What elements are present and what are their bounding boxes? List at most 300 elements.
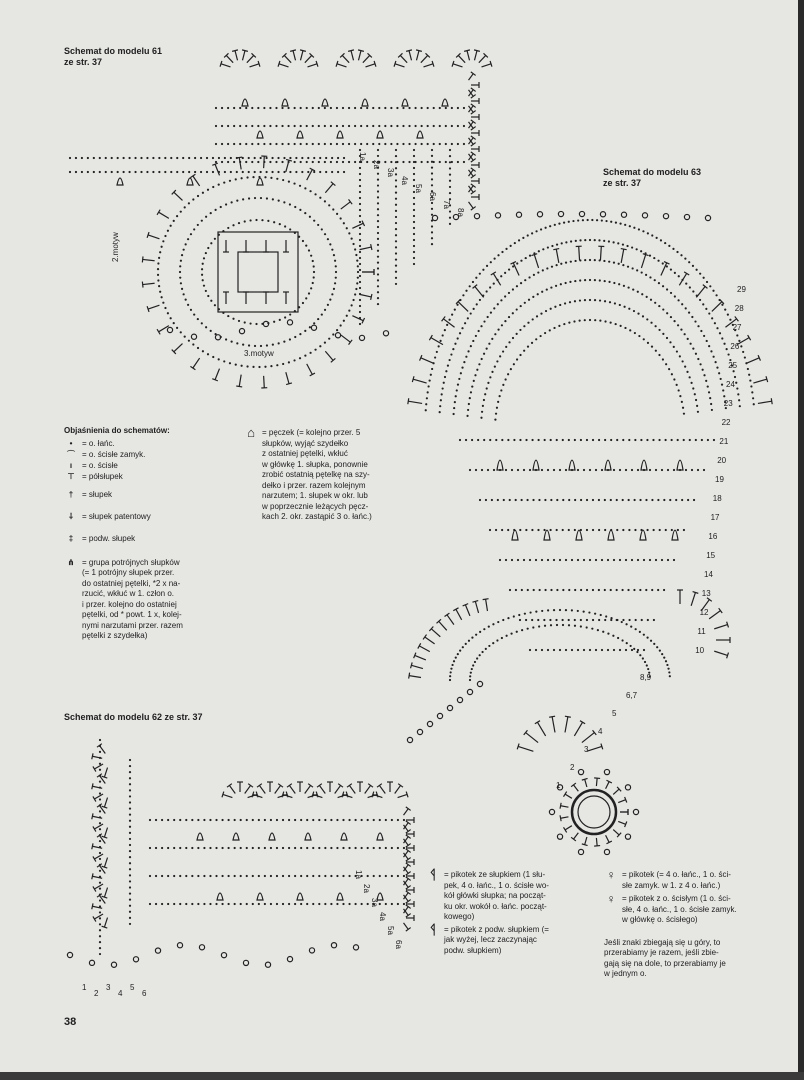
chain-dot xyxy=(501,439,503,441)
chain-dot xyxy=(282,875,284,877)
motif-label: 2.motyw xyxy=(111,232,120,262)
chain-dot xyxy=(497,401,499,403)
chain-dot xyxy=(516,262,518,264)
chain-dot xyxy=(289,157,291,159)
chain-dot xyxy=(397,875,399,877)
chain-dot xyxy=(281,143,283,145)
stitch-mark xyxy=(406,914,411,918)
chain-dot xyxy=(669,341,671,343)
stitch-mark xyxy=(159,212,169,218)
chain-dot xyxy=(93,171,95,173)
chain-dot xyxy=(609,301,611,303)
chain-dot xyxy=(649,559,651,561)
chain-dot xyxy=(324,161,326,163)
chain-dot xyxy=(313,265,315,267)
chain-dot xyxy=(289,338,291,340)
chain-dot xyxy=(497,254,499,256)
chain-dot xyxy=(608,240,610,242)
chain-dot xyxy=(697,469,699,471)
chain-dot xyxy=(700,330,702,332)
round-number: 24 xyxy=(726,380,735,389)
chain-dot xyxy=(753,403,755,405)
stitch-mark xyxy=(574,722,582,736)
chain-dot xyxy=(377,244,379,246)
chain-dot xyxy=(439,125,441,127)
stitch-mark xyxy=(600,246,601,260)
chain-dot xyxy=(721,337,723,339)
chain-dot xyxy=(99,852,101,854)
chain-dot xyxy=(445,143,447,145)
chain-dot xyxy=(651,346,653,348)
chain-dot xyxy=(646,296,648,298)
chain-dot xyxy=(342,143,344,145)
chain-dot xyxy=(570,261,572,263)
chain-dot xyxy=(342,125,344,127)
chain-dot xyxy=(185,243,187,245)
chain-dot xyxy=(562,499,564,501)
chain-dot xyxy=(671,439,673,441)
stitch-mark xyxy=(92,843,93,849)
chain-dot xyxy=(670,268,672,270)
chain-dot xyxy=(494,365,496,367)
stitch-mark xyxy=(92,903,93,909)
chain-dot xyxy=(403,875,405,877)
chain-dot xyxy=(748,374,750,376)
chain-dot xyxy=(561,242,563,244)
chain-dot xyxy=(445,161,447,163)
stitch-mark xyxy=(335,785,341,793)
chain-dot xyxy=(179,265,181,267)
picot-mark xyxy=(167,327,172,332)
chain-dot xyxy=(723,343,725,345)
chain-dot xyxy=(574,280,576,282)
chain-dot xyxy=(544,332,546,334)
chain-dot xyxy=(650,640,652,642)
chain-dot xyxy=(673,559,675,561)
chain-dot xyxy=(161,847,163,849)
chain-dot xyxy=(483,320,485,322)
chain-dot xyxy=(289,228,291,230)
chain-dot xyxy=(359,191,361,193)
chain-dot xyxy=(192,198,194,200)
chain-dot xyxy=(214,238,216,240)
chain-dot xyxy=(657,499,659,501)
chain-dot xyxy=(270,903,272,905)
chain-dot xyxy=(619,223,621,225)
chain-dot xyxy=(427,107,429,109)
chain-dot xyxy=(324,107,326,109)
stitch-mark xyxy=(366,64,376,67)
chain-dot xyxy=(214,304,216,306)
chain-dot xyxy=(463,161,465,163)
chain-dot xyxy=(535,611,537,613)
chain-dot xyxy=(245,143,247,145)
cluster-mark xyxy=(640,530,646,540)
chain-dot xyxy=(501,637,503,639)
round-number: 8a xyxy=(456,208,465,217)
chain-dot xyxy=(685,307,687,309)
chain-dot xyxy=(330,125,332,127)
chain-dot xyxy=(318,107,320,109)
stitch-mark xyxy=(104,858,107,868)
chain-dot xyxy=(453,660,455,662)
cluster-mark xyxy=(533,460,539,470)
chain-dot xyxy=(176,215,178,217)
chain-dot xyxy=(573,320,575,322)
round-number: 6a xyxy=(428,192,437,201)
stitch-mark xyxy=(97,774,102,778)
chain-dot xyxy=(505,559,507,561)
chain-dot xyxy=(304,355,306,357)
chain-dot xyxy=(402,143,404,145)
chain-dot xyxy=(221,903,223,905)
chain-dot xyxy=(223,181,225,183)
chain-dot xyxy=(598,239,600,241)
chain-dot xyxy=(690,343,692,345)
chain-dot xyxy=(500,275,502,277)
chain-dot xyxy=(146,171,148,173)
chain-dot xyxy=(215,125,217,127)
chain-dot xyxy=(556,529,558,531)
chain-dot xyxy=(184,206,186,208)
chain-dot xyxy=(625,559,627,561)
chain-dot xyxy=(577,649,579,651)
chain-dot xyxy=(639,631,641,633)
chain-dot xyxy=(279,223,281,225)
chain-dot xyxy=(752,397,754,399)
chain-dot xyxy=(336,903,338,905)
chain-dot xyxy=(639,654,641,656)
picot-mark xyxy=(477,681,482,686)
chain-dot xyxy=(245,107,247,109)
chain-dot xyxy=(496,360,498,362)
chain-dot xyxy=(666,265,668,267)
peczek-explanation xyxy=(244,425,404,523)
chain-dot xyxy=(542,269,544,271)
stitch-mark xyxy=(406,807,411,811)
stitch-mark xyxy=(714,625,727,629)
chain-dot xyxy=(462,294,464,296)
chain-dot xyxy=(212,186,214,188)
chain-dot xyxy=(197,875,199,877)
chain-dot xyxy=(359,215,361,217)
stitch-mark xyxy=(239,375,241,387)
chain-dot xyxy=(276,178,278,180)
chain-dot xyxy=(201,268,203,270)
chain-dot xyxy=(218,358,220,360)
picot-text xyxy=(622,870,731,891)
chain-dot xyxy=(584,259,586,261)
chain-dot xyxy=(197,847,199,849)
chain-dot xyxy=(662,333,664,335)
chain-dot xyxy=(723,395,725,397)
chain-dot xyxy=(594,299,596,301)
chain-dot xyxy=(685,283,687,285)
chain-dot xyxy=(413,167,415,169)
cluster-mark xyxy=(233,833,239,840)
chain-dot xyxy=(695,399,697,401)
chain-dot xyxy=(656,237,658,239)
chain-dot xyxy=(715,294,717,296)
chain-dot xyxy=(215,875,217,877)
chain-dot xyxy=(309,326,311,328)
picot-mark xyxy=(331,943,336,948)
chain-dot xyxy=(494,419,496,421)
chain-dot xyxy=(675,499,677,501)
chain-dot xyxy=(367,875,369,877)
cluster-mark xyxy=(512,530,518,540)
chain-dot xyxy=(467,317,469,319)
chain-dot xyxy=(610,499,612,501)
chain-dot xyxy=(620,325,622,327)
chain-dot xyxy=(734,376,736,378)
chain-dot xyxy=(708,312,710,314)
chain-dot xyxy=(346,227,348,229)
chain-dot xyxy=(649,276,651,278)
chain-dot xyxy=(129,923,131,925)
chain-dot xyxy=(476,303,478,305)
chain-dot xyxy=(289,313,291,315)
stitch-mark xyxy=(561,806,569,807)
cluster-mark xyxy=(544,530,550,540)
chain-dot xyxy=(564,302,566,304)
chain-dot xyxy=(155,875,157,877)
stitch-mark xyxy=(565,826,572,830)
picot-mark xyxy=(265,962,270,967)
stitch-mark xyxy=(94,764,103,769)
chain-dot xyxy=(359,275,361,277)
chain-dot xyxy=(684,258,686,260)
stitch-mark xyxy=(275,785,281,793)
chain-dot xyxy=(658,354,660,356)
stitch-mark xyxy=(94,884,103,889)
chain-dot xyxy=(532,499,534,501)
stitch-mark xyxy=(758,401,772,403)
stitch-mark xyxy=(319,785,325,793)
round-number: 5a xyxy=(414,184,423,193)
chain-dot xyxy=(475,469,477,471)
chain-dot xyxy=(488,626,490,628)
chain-dot xyxy=(354,125,356,127)
chain-dot xyxy=(377,155,379,157)
chain-dot xyxy=(294,819,296,821)
chain-dot xyxy=(176,327,178,329)
chain-dot xyxy=(739,405,741,407)
chain-dot xyxy=(595,649,597,651)
stitch-mark xyxy=(574,833,579,839)
chain-dot xyxy=(641,293,643,295)
stitch-mark xyxy=(565,794,572,798)
chain-dot xyxy=(272,198,274,200)
legend-group-line: nymi narzutami przer. razem xyxy=(82,620,183,630)
chain-dot xyxy=(658,282,660,284)
chain-dot xyxy=(263,143,265,145)
chain-dot xyxy=(312,903,314,905)
chain-dot xyxy=(559,469,561,471)
chain-dot xyxy=(352,299,354,301)
chain-dot xyxy=(547,559,549,561)
chain-dot xyxy=(129,856,131,858)
chain-dot xyxy=(260,171,262,173)
chain-dot xyxy=(336,213,338,215)
chain-dot xyxy=(547,469,549,471)
chain-dot xyxy=(456,389,458,391)
chain-dot xyxy=(252,176,254,178)
chain-dot xyxy=(613,649,615,651)
chain-dot xyxy=(228,903,230,905)
chain-dot xyxy=(157,274,159,276)
chain-dot xyxy=(287,143,289,145)
chain-dot xyxy=(170,157,172,159)
chain-dot xyxy=(99,781,101,783)
chain-dot xyxy=(460,372,462,374)
chain-dot xyxy=(658,329,660,331)
chain-dot xyxy=(540,228,542,230)
stitch-mark xyxy=(395,785,401,793)
chain-dot xyxy=(476,657,478,659)
chain-dot xyxy=(450,668,452,670)
chain-dot xyxy=(283,157,285,159)
chain-dot xyxy=(317,224,319,226)
stitch-mark xyxy=(97,804,102,808)
chain-dot xyxy=(337,171,339,173)
stitch-mark xyxy=(395,64,405,67)
chain-dot xyxy=(331,293,333,295)
chain-dot xyxy=(449,155,451,157)
round-number: 27 xyxy=(732,323,742,332)
chain-dot xyxy=(332,333,334,335)
chain-dot xyxy=(319,345,321,347)
chain-dot xyxy=(129,838,131,840)
chain-dot xyxy=(665,529,667,531)
chain-dot xyxy=(619,649,621,651)
chain-dot xyxy=(236,200,238,202)
chain-dot xyxy=(385,875,387,877)
chain-dot xyxy=(647,232,649,234)
chain-dot xyxy=(553,609,555,611)
round-number: 5 xyxy=(130,983,135,992)
cluster-icon: ⌂ xyxy=(247,425,255,440)
chain-dot xyxy=(580,589,582,591)
chain-dot xyxy=(408,143,410,145)
chain-dot xyxy=(193,228,195,230)
legend-item xyxy=(64,486,234,512)
chain-dot xyxy=(714,322,716,324)
chain-dot xyxy=(140,171,142,173)
chain-dot xyxy=(529,255,531,257)
chain-dot xyxy=(629,329,631,331)
chain-dot xyxy=(246,875,248,877)
chain-dot xyxy=(348,847,350,849)
chain-dot xyxy=(490,261,492,263)
chain-dot xyxy=(667,469,669,471)
legend-group-item xyxy=(64,558,234,642)
chain-dot xyxy=(294,161,296,163)
chain-dot xyxy=(312,125,314,127)
chain-dot xyxy=(229,180,231,182)
chain-dot xyxy=(289,203,291,205)
cluster-mark xyxy=(677,460,683,470)
chain-dot xyxy=(395,271,397,273)
chain-dot xyxy=(583,611,585,613)
chain-dot xyxy=(622,529,624,531)
chain-dot xyxy=(337,157,339,159)
peczek-line: = pęczek (= kolejno przer. 5 xyxy=(262,428,361,437)
chain-dot xyxy=(571,609,573,611)
chain-dot xyxy=(325,157,327,159)
chain-dot xyxy=(395,234,397,236)
chain-dot xyxy=(502,350,504,352)
chain-dot xyxy=(663,657,665,659)
chain-dot xyxy=(308,249,310,251)
chain-dot xyxy=(599,279,601,281)
chain-dot xyxy=(492,642,494,644)
stitch-mark xyxy=(308,64,318,67)
chain-dot xyxy=(560,283,562,285)
chain-dot xyxy=(481,411,483,413)
chain-dot xyxy=(302,240,304,242)
chain-dot xyxy=(711,409,713,411)
chain-dot xyxy=(348,875,350,877)
chain-dot xyxy=(191,819,193,821)
chain-dot xyxy=(325,171,327,173)
stitch-mark xyxy=(104,918,107,928)
chain-dot xyxy=(622,499,624,501)
chain-dot xyxy=(703,335,705,337)
chain-dot xyxy=(474,661,476,663)
chain-dot xyxy=(621,621,623,623)
chain-dot xyxy=(456,304,458,306)
chain-dot xyxy=(191,847,193,849)
peczek-line: w główkę 1. słupka, ponownie xyxy=(262,459,368,469)
picot-line: podw. słupkiem) xyxy=(444,945,502,955)
chain-dot xyxy=(721,304,723,306)
chain-dot xyxy=(224,157,226,159)
chain-dot xyxy=(472,281,474,283)
chain-dot xyxy=(586,529,588,531)
chain-dot xyxy=(403,819,405,821)
chain-dot xyxy=(266,344,268,346)
chain-dot xyxy=(470,312,472,314)
chain-dot xyxy=(586,439,588,441)
stitch-mark xyxy=(94,824,103,829)
chain-dot xyxy=(210,300,212,302)
chain-dot xyxy=(622,439,624,441)
chain-dot xyxy=(595,559,597,561)
chain-dot xyxy=(232,224,234,226)
chain-dot xyxy=(740,345,742,347)
chain-dot xyxy=(395,265,397,267)
chain-dot xyxy=(658,305,660,307)
stitch-mark xyxy=(226,55,233,62)
chain-dot xyxy=(257,107,259,109)
chain-dot xyxy=(505,248,507,250)
chain-dot xyxy=(377,238,379,240)
chain-dot xyxy=(508,316,510,318)
chain-dot xyxy=(525,529,527,531)
chain-dot xyxy=(105,157,107,159)
chain-dot xyxy=(288,903,290,905)
chain-dot xyxy=(294,336,296,338)
chain-dot xyxy=(324,200,326,202)
chain-dot xyxy=(240,903,242,905)
chain-dot xyxy=(184,336,186,338)
chain-dot xyxy=(449,161,451,163)
chain-dot xyxy=(197,318,199,320)
chain-dot xyxy=(639,589,641,591)
chain-dot xyxy=(494,333,496,335)
stitch-mark xyxy=(549,716,555,717)
